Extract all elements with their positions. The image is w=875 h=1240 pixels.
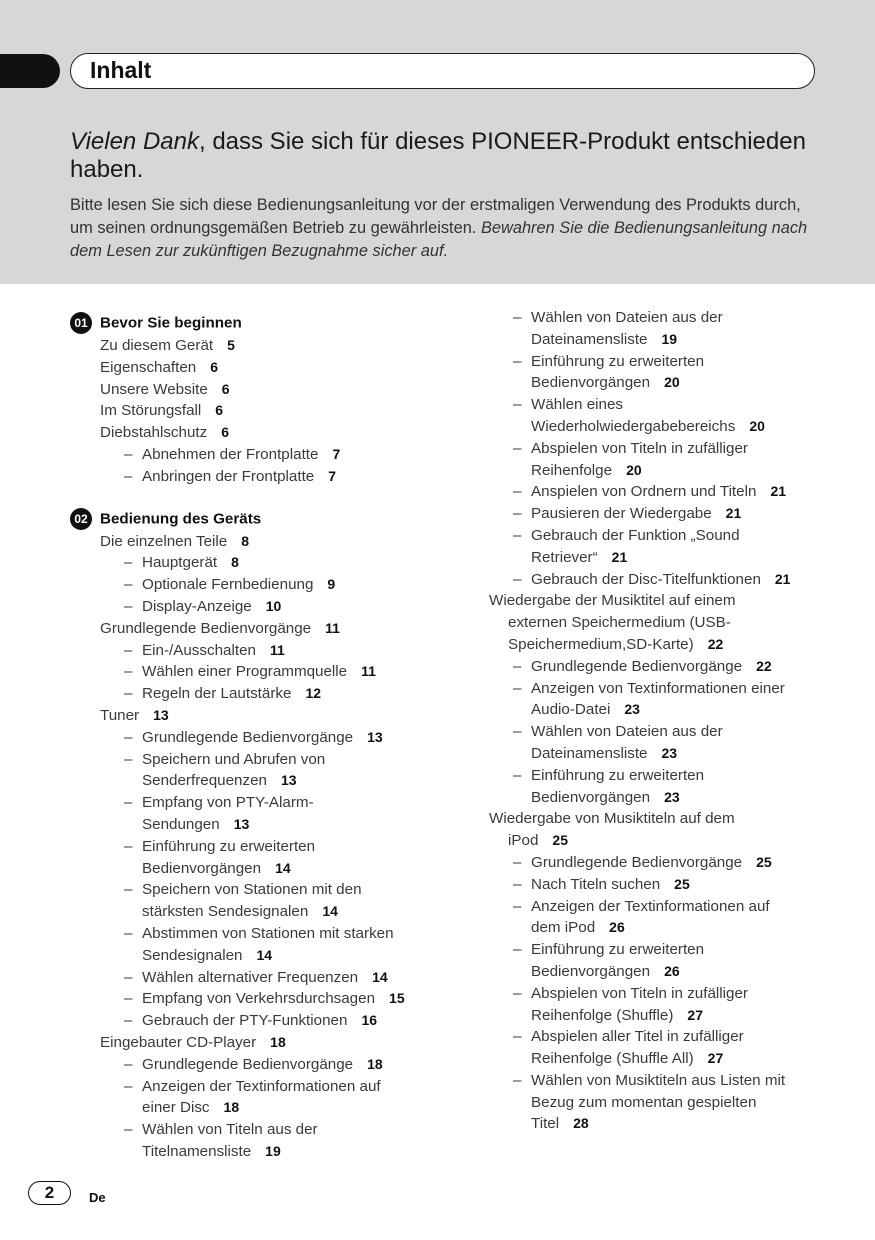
section-title: Bedienung des Geräts [100,510,262,528]
toc-subentry[interactable]: – Abnehmen der Frontplatte 7 [124,445,341,463]
page-number: 13 [153,706,169,723]
toc-entry[interactable]: Zu diesem Gerät 5 [100,337,235,354]
page-number: 6 [221,380,230,397]
toc-subentry-continued[interactable]: Reihenfolge (Shuffle All) 27 [531,1050,724,1068]
section-title: Bevor Sie beginnen [100,314,242,332]
toc-subentry-continued[interactable]: Dateinamensliste 19 [531,330,678,348]
toc-subentry-continued[interactable]: Dateinamensliste 23 [531,744,678,762]
page-number: 18 [223,1099,240,1116]
page-number: 23 [661,744,678,761]
toc-subentry[interactable]: – Anspielen von Ordnern und Titeln 21 [513,483,787,501]
toc-entry[interactable]: Unsere Website 6 [100,380,230,398]
page-number: 6 [215,402,224,419]
section-tab-marker [0,54,60,88]
toc-subentry[interactable]: – Anzeigen der Textinformationen auf [513,897,770,915]
toc-subentry-continued[interactable]: Bedienvorgängen 23 [531,788,680,806]
page-number: 25 [552,832,568,849]
toc-entry[interactable]: Wiedergabe der Musiktitel auf einem [489,592,736,610]
toc-subentry[interactable]: – Grundlegende Bedienvorgänge 13 [124,728,383,746]
page-number: 25 [756,853,772,870]
page-number: 13 [233,815,250,832]
toc-subentry-continued[interactable]: Bedienvorgängen 14 [142,859,291,877]
toc-subentry[interactable]: – Grundlegende Bedienvorgänge 18 [124,1055,383,1073]
page-number: 6 [210,358,219,375]
section-heading[interactable] [70,310,470,335]
toc-entry[interactable]: Tuner 13 [100,706,169,724]
toc-subentry[interactable]: – Anzeigen der Textinformationen auf [124,1077,381,1095]
toc-subentry[interactable]: – Einführung zu erweiterten [124,837,316,855]
toc-subentry-continued[interactable]: Titel 28 [531,1115,589,1133]
page-number: 13 [367,728,383,745]
page-number: 19 [265,1142,281,1159]
headline-italic: Vielen Dank [70,128,199,155]
toc-subentry[interactable]: – Einführung zu erweiterten [513,352,705,370]
toc-subentry-continued[interactable]: Sendesignalen 14 [142,946,273,964]
page-number: 11 [269,641,285,658]
toc-subentry-continued[interactable]: Titelnamensliste 19 [142,1142,281,1160]
page-number: 22 [756,657,772,674]
toc-subentry[interactable]: – Gebrauch der PTY-Funktionen 16 [124,1012,378,1030]
toc-subentry-continued[interactable]: Bedienvorgängen 26 [531,962,680,980]
toc-subentry[interactable]: – Grundlegende Bedienvorgänge 25 [513,853,772,871]
toc-subentry[interactable]: – Empfang von Verkehrsdurchsagen 15 [124,990,405,1008]
page-number: 18 [367,1055,383,1072]
page-number: 6 [221,424,230,441]
toc-entry[interactable]: Eingebauter CD-Player 18 [100,1033,286,1051]
page-number: 8 [231,554,239,571]
page-number: 11 [361,663,376,680]
page-number: 5 [227,337,235,353]
toc-entry[interactable]: Grundlegende Bedienvorgänge 11 [100,619,340,637]
page-number: 14 [275,859,291,876]
toc-entry[interactable]: Eigenschaften 6 [100,358,219,376]
toc-subentry-continued[interactable]: Audio-Datei 23 [531,701,640,719]
page-number: 10 [265,597,282,614]
page-number: 14 [372,968,388,985]
toc-subentry[interactable]: – Anzeigen von Textinformationen einer [513,679,785,697]
page-number: 12 [305,685,322,702]
toc-subentry[interactable]: – Wählen alternativer Frequenzen 14 [124,968,388,986]
toc-subentry-continued[interactable]: Reihenfolge 20 [531,461,642,479]
toc-subentry-continued[interactable]: Wiederholwiedergabebereichs 20 [531,417,765,435]
toc-subentry[interactable]: – Optionale Fernbedienung 9 [124,576,336,594]
page-number: 23 [624,701,640,718]
toc-entry[interactable]: Im Störungsfall 6 [100,402,224,420]
section-number-badge: 02 [70,508,92,530]
header-band [0,0,875,284]
page-number: 18 [270,1033,286,1050]
toc-subentry[interactable]: – Anbringen der Frontplatte 7 [124,467,337,485]
toc-subentry[interactable]: – Regeln der Lautstärke 12 [124,685,322,703]
page-number: 13 [280,772,297,789]
page-number: 11 [325,619,340,636]
page-number: 20 [664,374,680,391]
intro-body: Bitte lesen Sie sich diese Bedienungsanleitung vor der erstmaligen Verwendung des Produkts durch, um seinen ordnungsgemäßen Betrieb zu gewährleisten. [70,196,801,237]
page-number: 7 [328,467,337,484]
toc-subentry-continued[interactable]: stärksten Sendesignalen 14 [142,903,338,921]
toc-entry[interactable]: Diebstahlschutz 6 [100,424,230,442]
toc-subentry[interactable]: – Wählen von Titeln aus der [124,1121,318,1139]
section-heading[interactable] [70,506,470,531]
toc-subentry[interactable]: – Abstimmen von Stationen mit starken [124,924,394,942]
page-number: 9 [327,576,336,593]
page-title-pill [70,53,815,89]
page-number: 27 [687,1006,703,1023]
toc-subentry-continued[interactable]: Sendungen 13 [142,815,250,833]
toc-subentry-continued[interactable]: einer Disc 18 [142,1099,240,1117]
toc-subentry[interactable]: – Einführung zu erweiterten [513,941,705,959]
toc-subentry-continued[interactable]: Bedienvorgängen 20 [531,374,680,392]
toc-entry-continued[interactable]: externen Speichermedium (USB- [508,614,731,632]
toc-subentry[interactable]: – Empfang von PTY-Alarm- [124,794,314,812]
toc-subentry[interactable]: – Abspielen aller Titel in zufälliger [513,1028,744,1046]
toc-subentry[interactable]: – Einführung zu erweiterten [513,766,705,784]
toc-subentry[interactable]: – Abspielen von Titeln in zufälliger [513,439,748,457]
page-number: 28 [573,1115,589,1132]
intro-body-italic: Bewahren Sie die Bedienungsanleitung nach dem Lesen zur zukünftigen Bezugnahme sicher auf. [70,219,808,260]
page-number: 16 [361,1012,378,1029]
page-number: 14 [322,903,338,920]
intro-paragraph [70,194,810,263]
toc-subentry[interactable]: – Speichern von Stationen mit den [124,881,362,899]
toc-subentry-continued[interactable]: Bezug zum momentan gespielten [531,1093,757,1111]
page-number: 19 [661,330,678,347]
page-number: 14 [256,946,273,963]
page-number: 15 [389,990,405,1007]
toc-subentry[interactable]: – Wählen einer Programmquelle 11 [124,663,376,681]
toc-subentry[interactable]: – Display-Anzeige 10 [124,597,282,615]
toc-subentry[interactable]: – Speichern und Abrufen von [124,750,326,768]
page-number: 26 [609,919,625,936]
toc-left-column [70,307,470,1163]
toc-subentry[interactable]: – Nach Titeln suchen 25 [513,875,690,893]
toc-right-column [489,307,829,1135]
toc-subentry[interactable]: – Wählen von Dateien aus der [513,723,723,741]
toc-subentry[interactable]: – Gebrauch der Disc-Titelfunktionen 21 [513,570,791,588]
page-number: 23 [664,788,680,805]
page-number: 21 [770,483,787,500]
toc-subentry[interactable]: – Ein-/Ausschalten 11 [124,641,285,659]
page-number: 21 [611,548,628,565]
toc-subentry-continued[interactable]: dem iPod 26 [531,919,625,937]
toc-subentry[interactable]: – Gebrauch der Funktion „Sound [513,526,740,544]
page-number: 27 [707,1050,724,1067]
section-number-badge: 01 [70,312,92,334]
toc-subentry[interactable]: – Grundlegende Bedienvorgänge 22 [513,657,772,675]
page-number: 8 [241,532,250,549]
toc-entry[interactable]: Wiedergabe von Musiktiteln auf dem [489,810,735,828]
footer-language: De [89,1190,106,1205]
toc-subentry-continued[interactable]: Senderfrequenzen 13 [142,772,297,790]
page-number: 20 [749,417,765,434]
page-number: 22 [707,635,724,652]
page-number: 21 [725,505,742,522]
toc-subentry-continued[interactable]: Reihenfolge (Shuffle) 27 [531,1006,703,1024]
toc-entry[interactable]: Die einzelnen Teile 8 [100,532,250,550]
toc-subentry[interactable]: – Hauptgerät 8 [124,554,239,572]
toc-subentry[interactable]: – Wählen von Musiktiteln aus Listen mit [513,1071,786,1089]
page-number: 26 [664,962,680,979]
toc-subentry[interactable]: – Abspielen von Titeln in zufälliger [513,984,748,1002]
headline-rest: , dass Sie sich für dieses PIONEER-Produkt entschieden haben. [70,128,806,183]
toc-subentry[interactable]: – Wählen eines [513,396,624,414]
toc-subentry[interactable]: – Wählen von Dateien aus der [513,309,723,326]
page-number: 25 [674,875,690,892]
toc-entry-continued[interactable]: iPod 25 [508,832,568,850]
footer-page-number: 2 [28,1181,71,1205]
intro-headline [70,128,830,184]
toc-subentry[interactable]: – Pausieren der Wiedergabe 21 [513,505,742,523]
toc-subentry-continued[interactable]: Retriever“ 21 [531,548,628,566]
page-number: 20 [626,461,642,478]
page-title: Inhalt [90,57,152,83]
page-number: 7 [332,445,341,462]
toc-entry-continued[interactable]: Speichermedium,SD-Karte) 22 [508,635,724,653]
page-number: 21 [774,570,791,587]
